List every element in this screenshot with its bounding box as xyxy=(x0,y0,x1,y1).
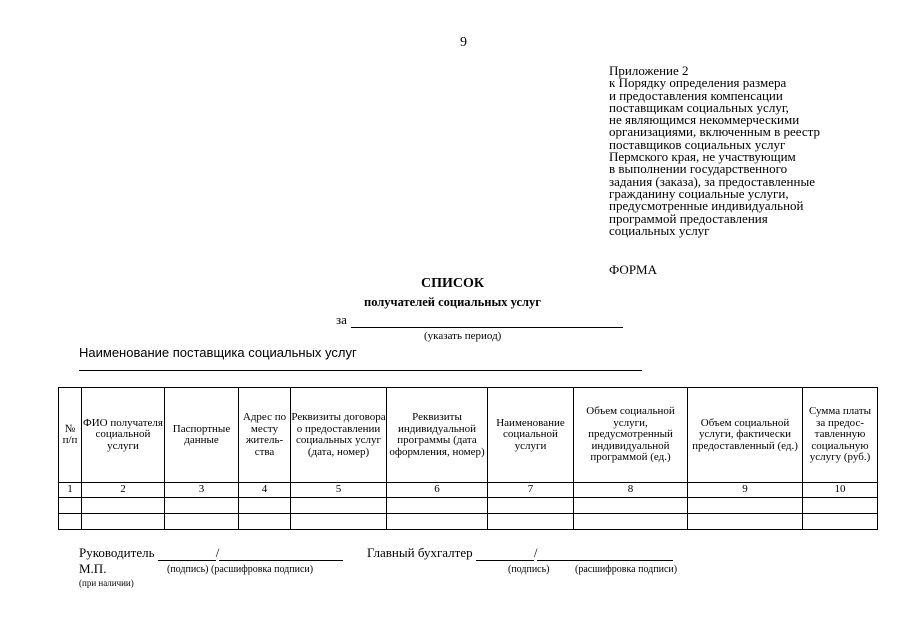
column-number: 10 xyxy=(803,483,878,498)
period-blank-line xyxy=(351,314,623,328)
column-number: 9 xyxy=(688,483,803,498)
table-row xyxy=(59,514,878,530)
accountant-decode-hint: (расшифровка подписи) xyxy=(575,564,678,575)
decode-hint: (расшифровка подписи) xyxy=(211,564,314,575)
column-number: 5 xyxy=(291,483,387,498)
appendix-line: поставщиков социальных услуг xyxy=(609,136,786,152)
column-header-address: Адрес по месту житель-ства xyxy=(239,388,291,483)
table-cell xyxy=(239,498,291,514)
recipients-table xyxy=(58,387,878,530)
column-number: 7 xyxy=(488,483,574,498)
table-row xyxy=(59,498,878,514)
table-cell xyxy=(688,498,803,514)
document-subtitle: получателей социальных услуг xyxy=(364,295,541,309)
accountant-signature-hint: (подпись) xyxy=(508,564,550,575)
column-header-fio: ФИО получателя социальной услуги xyxy=(82,388,165,483)
table-cell xyxy=(59,498,82,514)
appendix-line: программой предоставления xyxy=(609,210,768,226)
head-label: Руководитель xyxy=(79,545,155,560)
table-cell xyxy=(291,514,387,530)
appendix-line: в выполнении государственного xyxy=(609,161,788,177)
form-label: ФОРМА xyxy=(609,262,657,277)
table-cell xyxy=(387,498,488,514)
accountant-signature-blank xyxy=(476,548,534,561)
appendix-line: не являющимся некоммерческими xyxy=(609,112,800,128)
table-cell xyxy=(688,514,803,530)
table-cell xyxy=(165,498,239,514)
table-numbering-row xyxy=(59,483,878,498)
column-header-program: Реквизиты индивидуальной программы (дата оформления, номер) xyxy=(387,388,488,483)
period-hint: (указать период) xyxy=(424,330,502,342)
appendix-line: предусмотренные индивидуальной xyxy=(609,198,804,214)
table-cell xyxy=(239,514,291,530)
column-number: 3 xyxy=(165,483,239,498)
table-cell xyxy=(574,514,688,530)
accountant-signature-line xyxy=(367,545,673,561)
column-header-service-name: Наименование социальной услуги xyxy=(488,388,574,483)
column-number: 8 xyxy=(574,483,688,498)
document-title: СПИСОК xyxy=(420,276,485,291)
column-number: 4 xyxy=(239,483,291,498)
table-cell xyxy=(803,514,878,530)
column-header-planned-volume: Объем социальной услуги, предусмотренный индивидуальной программой (ед.) xyxy=(574,388,688,483)
appendix-note xyxy=(609,65,899,237)
column-header-payment-sum: Сумма платы за предос-тавленную социальную услугу (руб.) xyxy=(803,388,878,483)
column-header-contract: Реквизиты договора о предоставлении социальных услуг (дата, номер) xyxy=(291,388,387,483)
appendix-line: поставщикам социальных услуг, xyxy=(609,99,789,115)
accountant-decode-blank xyxy=(537,548,673,561)
head-signature-line xyxy=(79,545,343,561)
table-cell xyxy=(488,514,574,530)
column-number: 1 xyxy=(59,483,82,498)
chief-accountant-label: Главный бухгалтер xyxy=(367,545,473,560)
appendix-line: к Порядку определения размера xyxy=(609,75,787,91)
appendix-line: организациями, включенным в реестр xyxy=(609,124,820,140)
appendix-line: гражданину социальные услуги, xyxy=(609,185,789,201)
column-header-passport: Паспортные данные xyxy=(165,388,239,483)
column-header-number: № п/п xyxy=(59,388,82,483)
table-cell xyxy=(291,498,387,514)
table-header-row xyxy=(59,388,878,483)
appendix-line: Приложение 2 xyxy=(609,63,689,78)
head-decode-blank xyxy=(219,548,343,561)
page-number: 9 xyxy=(460,35,467,50)
column-header-actual-volume: Объем социальной услуги, фактически предоставленный (ед.) xyxy=(688,388,803,483)
table-cell xyxy=(82,514,165,530)
slash: / xyxy=(533,545,538,560)
appendix-line: и предоставления компенсации xyxy=(609,87,783,103)
table-cell xyxy=(803,498,878,514)
table-cell xyxy=(165,514,239,530)
provider-name-label: Наименование поставщика социальных услуг xyxy=(79,345,357,360)
column-number: 2 xyxy=(82,483,165,498)
signature-hint: (подпись) xyxy=(167,564,209,575)
appendix-line: задания (заказа), за предоставленные xyxy=(609,173,815,189)
table-cell xyxy=(387,514,488,530)
head-signature-blank xyxy=(158,548,216,561)
provider-name-blank-line xyxy=(79,370,642,371)
head-hints xyxy=(167,564,313,575)
column-number: 6 xyxy=(387,483,488,498)
table-cell xyxy=(488,498,574,514)
table-cell xyxy=(574,498,688,514)
table-cell xyxy=(59,514,82,530)
appendix-line: социальных услуг xyxy=(609,222,710,238)
appendix-line: Пермского края, не участвующим xyxy=(609,149,796,165)
slash: / xyxy=(215,545,220,560)
stamp-note: (при наличии) xyxy=(79,578,134,588)
table-cell xyxy=(82,498,165,514)
period-field xyxy=(336,312,623,328)
stamp-label: М.П. xyxy=(79,561,107,576)
period-prefix: за xyxy=(336,312,347,327)
